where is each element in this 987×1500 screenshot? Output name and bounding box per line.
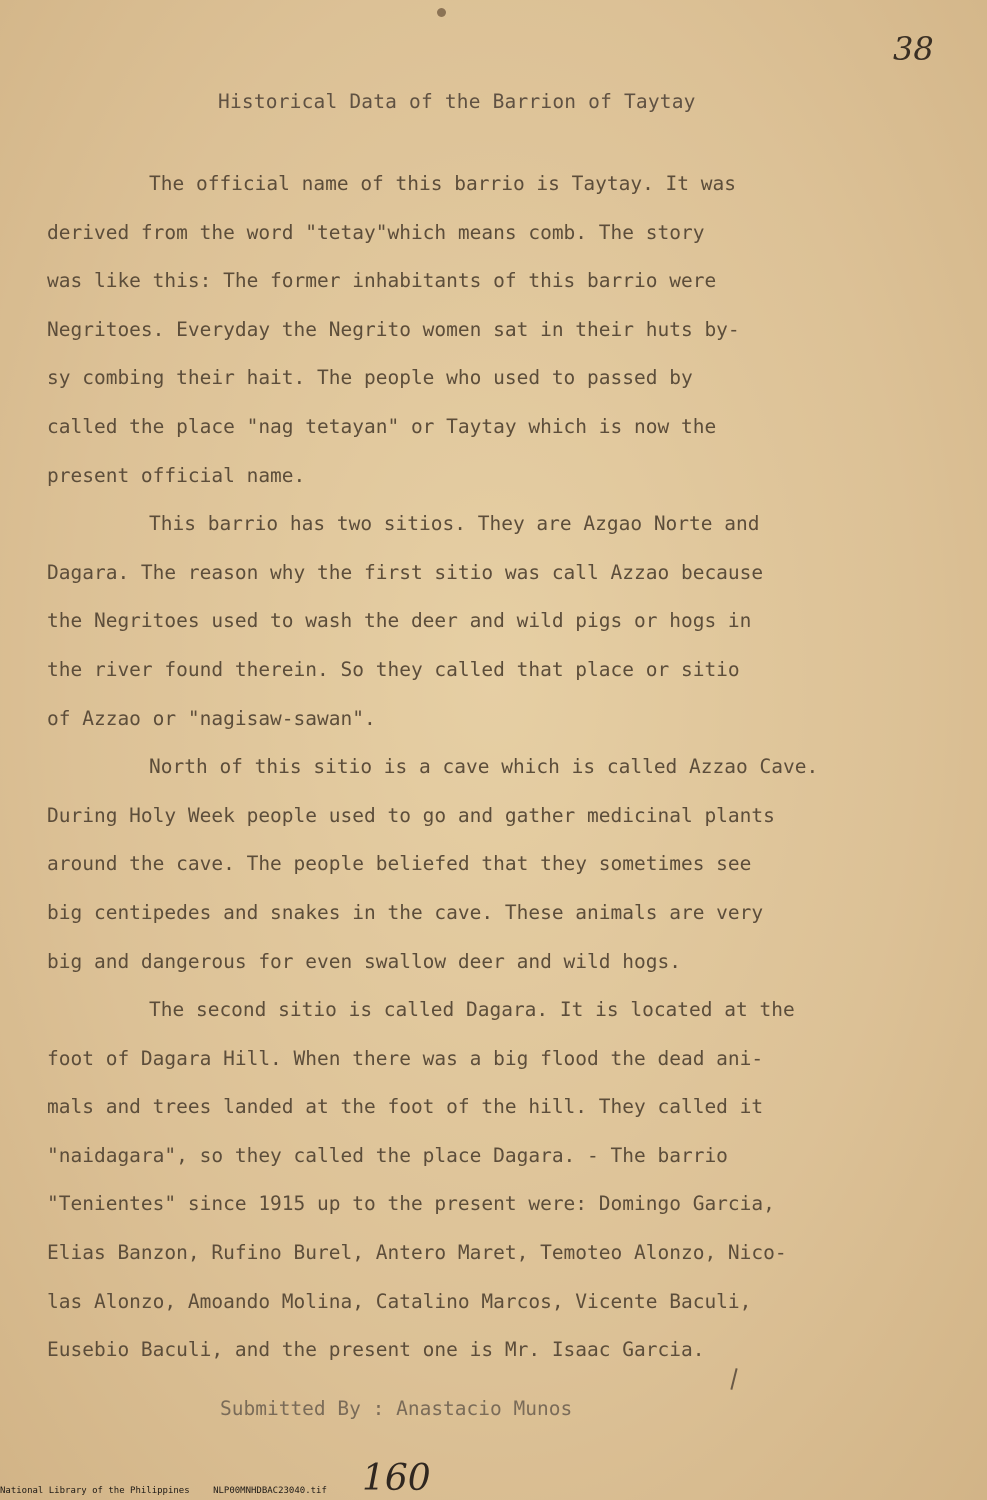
text-line: derived from the word "tetay"which means comb. The story xyxy=(47,220,705,244)
text-line: mals and trees landed at the foot of the hill. They called it xyxy=(47,1095,764,1119)
submitted-by-line: Submitted By : Anastacio Munos xyxy=(220,1397,573,1420)
text-line: "Tenientes" since 1915 up to the present were: Domingo Garcia, xyxy=(47,1192,775,1216)
text-line: Negritoes. Everyday the Negrito women sat in their huts by- xyxy=(47,317,740,341)
text-line: During Holy Week people used to go and gather medicinal plants xyxy=(47,803,775,827)
text-line: The official name of this barrio is Taytay. It was xyxy=(149,172,736,195)
text-line: of Azzao or "nagisaw-sawan". xyxy=(47,706,376,730)
document-title: Historical Data of the Barrion of Taytay xyxy=(218,90,696,113)
handwritten-number: 160 xyxy=(362,1458,431,1499)
text-line: sy combing their hait. The people who used to passed by xyxy=(47,366,693,390)
text-line: las Alonzo, Amoando Molina, Catalino Marcos, Vicente Baculi, xyxy=(47,1289,752,1313)
text-line: Elias Banzon, Rufino Burel, Antero Maret, Temoteo Alonzo, Nico- xyxy=(47,1241,787,1265)
text-line: present official name. xyxy=(47,463,306,487)
document-body xyxy=(47,160,952,1375)
text-line: "naidagara", so they called the place Dagara. - The barrio xyxy=(47,1143,728,1167)
text-line: called the place "nag tetayan" or Taytay which is now the xyxy=(47,414,717,438)
text-line: was like this: The former inhabitants of this barrio were xyxy=(47,269,717,293)
text-line: This barrio has two sitios. They are Azgao Norte and xyxy=(149,512,760,536)
archive-footer xyxy=(0,1486,345,1496)
text-line: The second sitio is called Dagara. It is located at the xyxy=(149,998,795,1022)
text-line: Eusebio Baculi, and the present one is Mr. Isaac Garcia. xyxy=(47,1338,705,1362)
text-line: the river found therein. So they called that place or sitio xyxy=(47,657,740,681)
text-line: Dagara. The reason why the first sitio was call Azzao because xyxy=(47,560,764,584)
footer-library: National Library of the Philippines xyxy=(0,1486,190,1496)
ink-blot xyxy=(437,8,446,17)
text-line: big and dangerous for even swallow deer and wild hogs. xyxy=(47,949,681,973)
text-line: foot of Dagara Hill. When there was a big flood the dead ani- xyxy=(47,1046,764,1070)
handwritten-page-number: 38 xyxy=(893,30,934,68)
text-line: the Negritoes used to wash the deer and wild pigs or hogs in xyxy=(47,609,752,633)
text-line: big centipedes and snakes in the cave. These animals are very xyxy=(47,900,764,924)
footer-filename: NLP00MNHDBAC23040.tif xyxy=(213,1486,327,1496)
text-line: North of this sitio is a cave which is called Azzao Cave. xyxy=(149,755,819,779)
text-line: around the cave. The people beliefed that they sometimes see xyxy=(47,852,752,876)
